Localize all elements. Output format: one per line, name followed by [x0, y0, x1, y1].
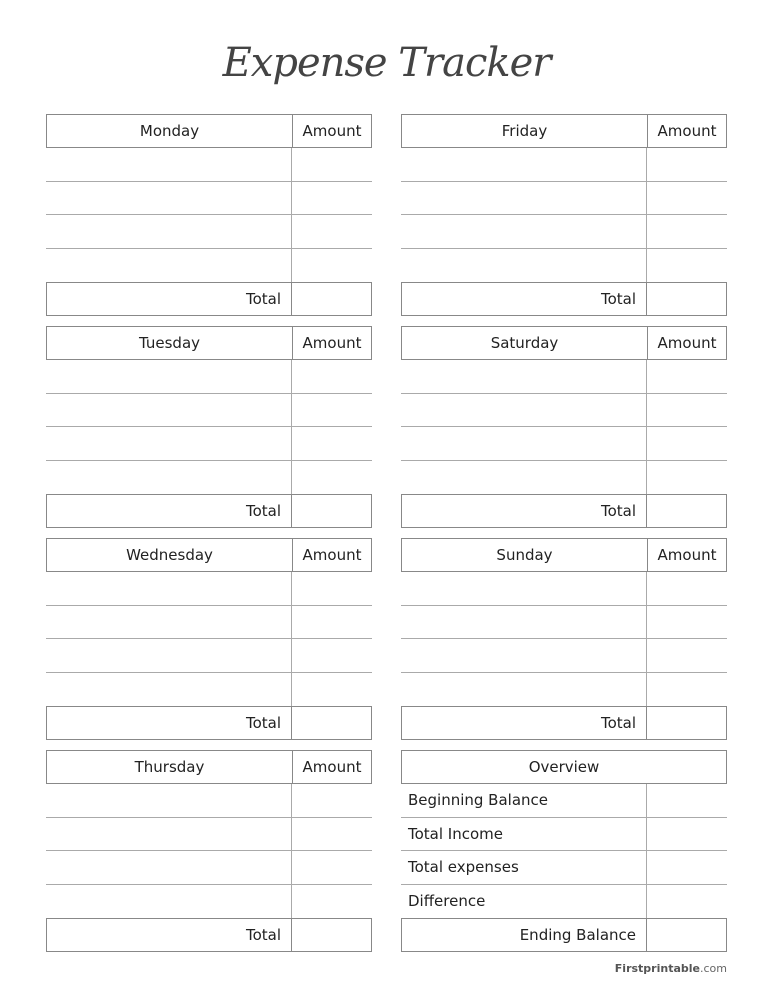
amount-label: Amount [302, 546, 362, 564]
amount-label: Amount [302, 758, 362, 776]
table-row[interactable] [46, 394, 372, 428]
total-row [401, 282, 727, 316]
table-row[interactable] [401, 606, 727, 640]
day-label: Thursday [47, 751, 293, 783]
table-row[interactable] [46, 360, 372, 394]
table-row[interactable] [46, 182, 372, 216]
day-label: Sunday [402, 539, 648, 571]
total-row [46, 494, 372, 528]
table-row[interactable] [401, 215, 727, 249]
thursday-table [46, 750, 372, 952]
total-amount-field[interactable] [292, 283, 371, 315]
table-row[interactable] [46, 851, 372, 885]
table-header [401, 114, 727, 148]
table-header [46, 750, 372, 784]
page-title: Expense Tracker [222, 40, 551, 86]
day-label: Friday [402, 115, 648, 147]
day-label: Tuesday [47, 327, 293, 359]
overview-table [401, 750, 727, 952]
overview-heading: Overview [528, 758, 600, 776]
total-row [46, 706, 372, 740]
overview-row[interactable] [401, 818, 727, 852]
overview-label: Beginning Balance [408, 791, 549, 810]
amount-label: Amount [657, 546, 717, 564]
table-row[interactable] [401, 572, 727, 606]
table-row[interactable] [46, 249, 372, 283]
table-row[interactable] [401, 360, 727, 394]
overview-row[interactable] [401, 885, 727, 919]
table-row[interactable] [46, 572, 372, 606]
total-amount-field[interactable] [647, 283, 726, 315]
day-label: Wednesday [47, 539, 293, 571]
tuesday-table [46, 326, 372, 528]
table-row[interactable] [401, 394, 727, 428]
total-amount-field[interactable] [647, 495, 726, 527]
table-row[interactable] [46, 639, 372, 673]
monday-table [46, 114, 372, 316]
friday-table [401, 114, 727, 316]
total-row [401, 706, 727, 740]
total-label: Total [47, 495, 292, 527]
total-row [401, 494, 727, 528]
day-label: Saturday [402, 327, 648, 359]
table-row[interactable] [46, 885, 372, 919]
table-header [46, 114, 372, 148]
table-row[interactable] [401, 673, 727, 707]
overview-label: Total expenses [408, 858, 519, 877]
table-header [401, 538, 727, 572]
ending-balance-row [401, 918, 727, 952]
table-row[interactable] [46, 673, 372, 707]
amount-label: Amount [302, 122, 362, 140]
table-row[interactable] [401, 182, 727, 216]
table-header [46, 538, 372, 572]
table-row[interactable] [46, 461, 372, 495]
saturday-table [401, 326, 727, 528]
overview-row[interactable] [401, 784, 727, 818]
total-amount-field[interactable] [292, 919, 371, 951]
wednesday-table [46, 538, 372, 740]
table-row[interactable] [46, 427, 372, 461]
table-header [401, 750, 727, 784]
table-row[interactable] [46, 148, 372, 182]
total-amount-field[interactable] [647, 707, 726, 739]
total-label: Total [402, 495, 647, 527]
table-header [46, 326, 372, 360]
table-row[interactable] [401, 148, 727, 182]
sunday-table [401, 538, 727, 740]
table-row[interactable] [46, 818, 372, 852]
table-header [401, 326, 727, 360]
overview-label: Difference [408, 892, 486, 911]
total-label: Total [47, 707, 292, 739]
total-row [46, 282, 372, 316]
table-row[interactable] [46, 606, 372, 640]
table-row[interactable] [401, 639, 727, 673]
total-label: Total [47, 283, 292, 315]
table-row[interactable] [401, 249, 727, 283]
table-row[interactable] [46, 215, 372, 249]
total-amount-field[interactable] [292, 495, 371, 527]
amount-label: Amount [302, 334, 362, 352]
brand-tld: .com [700, 962, 727, 975]
overview-label: Total Income [408, 824, 503, 843]
table-row[interactable] [401, 461, 727, 495]
table-row[interactable] [46, 784, 372, 818]
overview-row[interactable] [401, 851, 727, 885]
total-row [46, 918, 372, 952]
total-amount-field[interactable] [292, 707, 371, 739]
day-label: Monday [47, 115, 293, 147]
amount-label: Amount [657, 122, 717, 140]
brand-footer [615, 962, 727, 975]
table-row[interactable] [401, 427, 727, 461]
brand-name: Firstprintable [614, 962, 700, 975]
total-label: Total [402, 707, 647, 739]
ending-balance-field[interactable] [647, 919, 726, 951]
total-label: Total [47, 919, 292, 951]
ending-balance-label: Ending Balance [402, 919, 647, 951]
total-label: Total [402, 283, 647, 315]
amount-label: Amount [657, 334, 717, 352]
